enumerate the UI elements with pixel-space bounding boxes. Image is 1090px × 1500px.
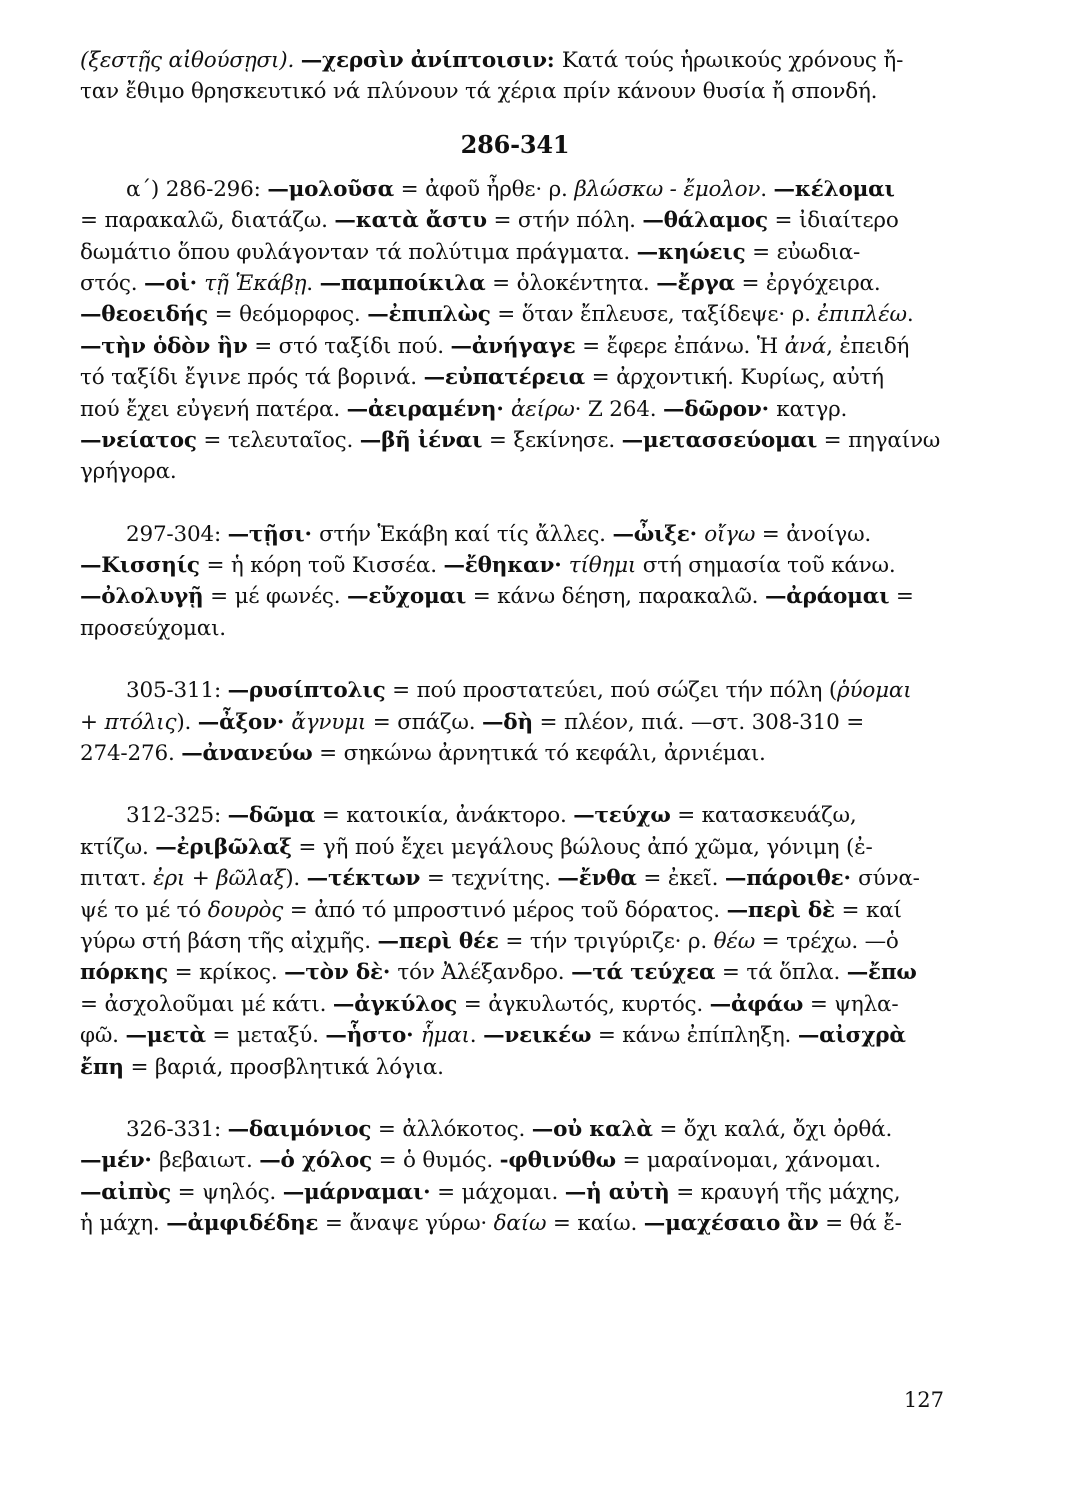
text-line: 312-325: —δῶμα = κατοικία, ἀνάκτορο. —τεύχω = κατασκευάζω, <box>126 803 857 829</box>
text-line: + πτόλις). —ἆξον· ἄγνυμι = σπάζω. —δὴ = πλέον, πιά. —στ. 308-310 = <box>80 709 865 735</box>
text-line: α΄) 286-296: —μολοῦσα = ἀφοῦ ἦρθε· ρ. βλώσκω - ἔμολον. —κέλομαι <box>126 176 895 202</box>
text-line: ἔπη = βαριά, προσβλητικά λόγια. <box>80 1054 444 1080</box>
text-line: δωμάτιο ὅπου φυλάγονταν τά πολύτιμα πράγματα. —κηώεις = εὐωδια- <box>80 239 861 265</box>
text-line: —μέν· βεβαιωτ. —ὁ χόλος = ὁ θυμός. -φθινύθω = μαραίνομαι, χάνομαι. <box>80 1148 881 1174</box>
text-line: 305-311: —ρυσίπτολις = πού προστατεύει, πού σώζει τήν πόλη (ῥύομαι <box>126 678 912 704</box>
text-line: προσεύχομαι. <box>80 615 226 641</box>
section-heading: 286-341 <box>460 129 570 159</box>
text-line: —θεοειδής = θεόμορφος. —ἐπιπλὼς = ὅταν ἔπλευσε, ταξίδεψε· ρ. ἐπιπλέω. <box>80 302 914 328</box>
text-line: πού ἔχει εὐγενή πατέρα. —ἀειραμένη· ἀείρω· Ζ 264. —δῶρον· κατγρ. <box>80 396 848 422</box>
text-line: 274-276. —ἀνανεύω = σηκώνω ἀρνητικά τό κεφάλι, ἀρνιέμαι. <box>80 741 766 767</box>
text-line: —ὀλολυγῇ = μέ φωνές. —εὔχομαι = κάνω δέηση, παρακαλῶ. —ἀράομαι = <box>80 584 914 610</box>
text-line: (ξεστῇς αἰθούσῃσι). —χερσὶν ἀνίπτοισιν: Κατά τούς ἡρωικούς χρόνους ἤ- <box>80 48 904 73</box>
text-line: = παρακαλῶ, διατάζω. —κατὰ ἄστυ = στήν πόλη. —θάλαμος = ἰδιαίτερο <box>80 208 899 234</box>
commentary-text <box>80 45 950 1240</box>
text-line: —τὴν ὁδὸν ἣν = στό ταξίδι πού. —ἀνήγαγε = ἔφερε ἐπάνω. Ἡ ἀνά, ἐπειδή <box>80 333 910 359</box>
page-number: 127 <box>903 1388 944 1412</box>
text-line: ἡ μάχη. —ἀμφιδέδηε = ἄναψε γύρω· δαίω = καίω. —μαχέσαιο ἂν = θά ἔ- <box>80 1211 902 1237</box>
text-line: πιτατ. ἐρι + βῶλαξ). —τέκτων = τεχνίτης. —ἔνθα = ἐκεῖ. —πάροιθε· σύνα- <box>80 866 920 892</box>
text-line: 326-331: —δαιμόνιος = ἀλλόκοτος. —οὐ καλὰ = ὄχι καλά, ὄχι ὀρθά. <box>126 1116 893 1142</box>
text-line: —Κισσηίς = ἡ κόρη τοῦ Κισσέα. —ἔθηκαν· τίθημι στή σημασία τοῦ κάνω. <box>80 553 896 579</box>
text-line: = ἀσχολοῦμαι μέ κάτι. —ἀγκύλος = ἀγκυλωτός, κυρτός. —ἀφάω = ψηλα- <box>80 991 899 1017</box>
text-line: ψέ το μέ τό δουρὸς = ἀπό τό μπροστινό μέρος τοῦ δόρατος. —περὶ δὲ = καί <box>80 897 902 923</box>
text-line: στός. —οἱ· τῇ Ἑκάβῃ. —παμποίκιλα = ὁλοκέντητα. —ἔργα = ἐργόχειρα. <box>80 270 881 296</box>
text-line: κτίζω. —ἐριβῶλαξ = γῆ πού ἔχει μεγάλους βώλους ἀπό χῶμα, γόνιμη (ἐ- <box>80 834 873 860</box>
text-line: —νείατος = τελευταῖος. —βῆ ἰέναι = ξεκίνησε. —μετασσεύομαι = πηγαίνω <box>80 427 941 453</box>
text-line: γύρω στή βάση τῆς αἰχμῆς. —περὶ θέε = τήν τριγύριζε· ρ. θέω = τρέχω. —ὁ <box>80 928 899 954</box>
text-line: —αἰπὺς = ψηλός. —μάρναμαι· = μάχομαι. —ἡ αὐτὴ = κραυγή τῆς μάχης, <box>80 1179 901 1205</box>
text-line: ταν ἔθιμο θρησκευτικό νά πλύνουν τά χέρια πρίν κάνουν θυσία ἤ σπονδή. <box>80 79 878 105</box>
text-line: 297-304: —τῇσι· στήν Ἑκάβη καί τίς ἄλλες. —ὦιξε· οἴγω = ἀνοίγω. <box>126 521 872 547</box>
text-line: πόρκης = κρίκος. —τὸν δὲ· τόν Ἀλέξανδρο. —τά τεύχεα = τά ὅπλα. —ἔπω <box>80 960 917 986</box>
text-line: τό ταξίδι ἔγινε πρός τά βορινά. —εὐπατέρεια = ἀρχοντική. Κυρίως, αὐτή <box>80 365 884 391</box>
text-line: γρήγορα. <box>80 459 177 485</box>
text-line: φῶ. —μετὰ = μεταξύ. —ἧστο· ἧμαι. —νεικέω = κάνω ἐπίπληξη. —αἰσχρὰ <box>80 1023 906 1049</box>
